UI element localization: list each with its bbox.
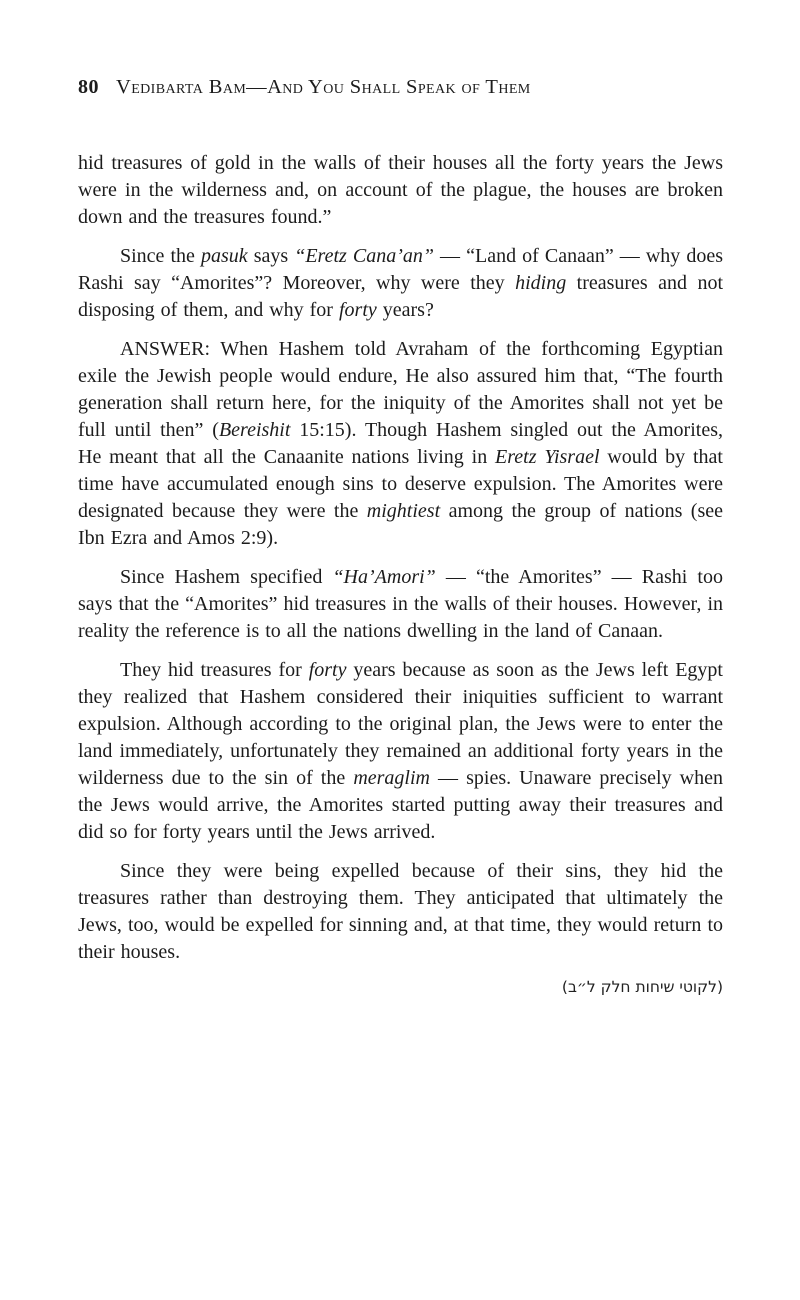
italic-text-run: Bereishit — [218, 419, 291, 441]
source-citation: (לקוטי שיחות חלק ל״ב) — [561, 978, 723, 996]
italic-text-run: Eretz Yisrael — [495, 446, 600, 468]
text-run: ANSWER: When Hashem told Avraham of the forthcoming Egyptian exile the Jewish people would endure, He also assured him that, “The fourth generation shall return here, for the iniquity of the Amorites shall not yet be full until then” ( — [78, 338, 723, 441]
paragraph — [78, 150, 723, 231]
body-text — [78, 150, 723, 966]
paragraph — [78, 336, 723, 552]
italic-text-run: hiding — [515, 272, 567, 294]
text-run: says — [247, 245, 295, 267]
italic-text-run: mightiest — [366, 500, 441, 522]
page-number: 80 — [78, 76, 99, 98]
text-run: hid treasures of gold in the walls of their houses all the forty years the Jews were in the wilderness and, on account of the plague, the houses are broken down and the treasures found.” — [78, 152, 723, 228]
running-header — [78, 76, 723, 99]
text-run: — spies. Unaware precisely when the Jews would arrive, the Amorites started putting away their treasures and did so for forty years until the Jews arrived. — [78, 767, 724, 843]
text-run: Since they were being expelled because of their sins, they hid the treasures rather than destroying them. They anticipated that ultimately the Jews, too, would be expelled for sinning and, at that time, they would return to their houses. — [78, 860, 723, 963]
paragraph — [78, 657, 723, 846]
italic-text-run: meraglim — [353, 767, 430, 789]
text-run: Since Hashem specified — [120, 566, 333, 588]
text-run: among the group of nations (see Ibn Ezra and Amos 2:9). — [78, 500, 723, 549]
text-run: years? — [376, 299, 434, 321]
text-run: 15:15). Though Hashem singled out the Amorites, He meant that all the Canaanite nations living in — [78, 419, 723, 468]
paragraph — [78, 858, 723, 966]
text-run: treasures and not disposing of them, and why for — [78, 272, 723, 321]
text-run: They hid treasures for — [120, 659, 309, 681]
italic-text-run: forty — [338, 299, 377, 321]
italic-text-run: “Eretz Cana’an” — [294, 245, 434, 267]
paragraph — [78, 564, 723, 645]
italic-text-run: forty — [308, 659, 347, 681]
text-run: Since the — [120, 245, 201, 267]
italic-text-run: “Ha’Amori” — [332, 566, 436, 588]
italic-text-run: pasuk — [200, 245, 248, 267]
text-run: would by that time have accumulated enough sins to deserve expulsion. The Amorites were designated because they were the — [78, 446, 723, 522]
text-run: — “the Amorites” — Rashi too says that the “Amorites” hid treasures in the walls of their houses. However, in reality the reference is to all the nations dwelling in the land of Canaan. — [78, 566, 723, 642]
text-run: years because as soon as the Jews left Egypt they realized that Hashem considered their iniquities sufficient to warrant expulsion. Although according to the original plan, the Jews were to enter the land immediately, unfortunately they remained an additional forty years in the wilderness due to the sin of the — [78, 659, 723, 789]
book-title: Vedibarta Bam—And You Shall Speak of Them — [116, 76, 531, 98]
paragraph — [78, 243, 723, 324]
text-run: — “Land of Canaan” — why does Rashi say “Amorites”? Moreover, why were they — [78, 245, 723, 294]
